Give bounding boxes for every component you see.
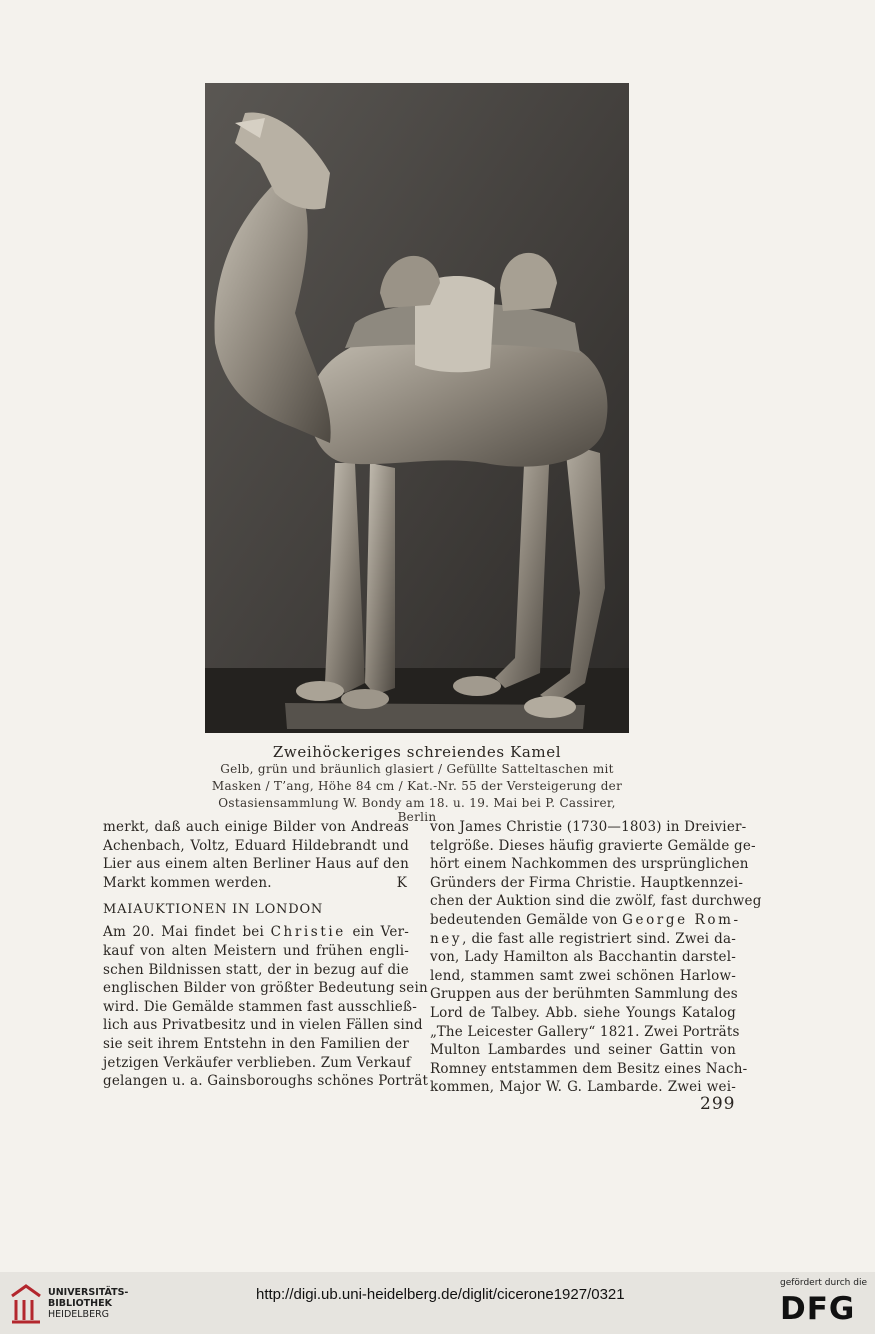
text-line: Multon Lambardes und seiner Gattin von [430, 1042, 736, 1059]
painter-name: George Rom- [622, 911, 741, 928]
digitization-footer [0, 1272, 875, 1334]
text-line: Lier aus einem alten Berliner Haus auf den [103, 856, 409, 873]
text-line: Achenbach, Voltz, Eduard Hildebrandt und [103, 837, 409, 854]
figure-caption-line: Gelb, grün und bräunlich glasiert / Gefüllte Satteltaschen mit [220, 762, 614, 776]
text-line: merkt, daß auch einige Bilder von Andreas [103, 819, 409, 835]
text-fragment: Am 20. Mai findet bei [103, 924, 264, 941]
camel-figure-illustration [205, 83, 629, 733]
text-line: lich aus Privatbesitz und in vielen Fällen sind [103, 1017, 423, 1034]
text-line: von James Christie (1730—1803) in Dreivier- [430, 819, 747, 835]
text-fragment: , die fast alle registriert sind. Zwei da- [462, 930, 736, 947]
text-fragment: ein Ver- [352, 924, 409, 941]
right-text-column [430, 818, 762, 1097]
institution-line: UNIVERSITÄTS- [48, 1287, 129, 1298]
text-line: telgröße. Dieses häufig gravierte Gemälde ge- [430, 837, 756, 854]
text-line: kauf von alten Meistern und frühen engli- [103, 942, 409, 959]
text-line: Lord de Talbey. Abb. siehe Youngs Katalog [430, 1004, 736, 1021]
camel-photograph [205, 83, 629, 733]
text-line: englischen Bilder von größter Bedeutung sein [103, 980, 428, 997]
dfg-logo[interactable]: DFG [780, 1291, 856, 1327]
auction-house-name: Christie [270, 924, 346, 941]
text-line [430, 930, 736, 949]
text-line: Romney entstammen dem Besitz eines Nach- [430, 1060, 748, 1077]
text-line [103, 923, 409, 942]
text-line: gelangen u. a. Gainsboroughs schönes Porträt [103, 1073, 429, 1090]
figure-caption-line: Ostasiensammlung W. Bondy am 18. u. 19. Mai bei P. Cassirer, Berlin [218, 796, 616, 824]
section-heading: MAIAUKTIONEN IN LONDON [103, 902, 324, 918]
text-line: sie seit ihrem Entstehn in den Familien der [103, 1035, 409, 1052]
institution-line: HEIDELBERG [48, 1309, 110, 1320]
text-line: hört einem Nachkommen des ursprünglichen [430, 856, 749, 873]
text-line: jetzigen Verkäufer verblieben. Zum Verkauf [103, 1054, 411, 1071]
text-line: Gruppen aus der berühmten Sammlung des [430, 986, 738, 1003]
text-line: schen Bildnissen statt, der in bezug auf die [103, 961, 409, 978]
text-line: Markt kommen werden. [103, 874, 272, 891]
text-line: wird. Die Gemälde stammen fast ausschließ- [103, 998, 417, 1015]
left-text-column [103, 818, 429, 1091]
text-line: kommen, Major W. G. Lambarde. Zwei wei- [430, 1079, 736, 1096]
figure-caption-title: Zweihöckeriges schreiendes Kamel [272, 743, 562, 761]
text-line: lend, stammen samt zwei schönen Harlow- [430, 967, 736, 984]
permalink-url[interactable]: http://digi.ub.uni-heidelberg.de/diglit/cicerone1927/0321 [256, 1286, 625, 1303]
institution-name[interactable] [48, 1287, 128, 1320]
text-line-with-signature [103, 874, 409, 893]
text-line: chen der Auktion sind die zwölf, fast durchweg [430, 893, 762, 910]
funded-by-label: gefördert durch die [780, 1278, 867, 1288]
university-library-logo-icon[interactable] [8, 1282, 44, 1324]
institution-line: BIBLIOTHEK [48, 1298, 112, 1309]
text-fragment: bedeutenden Gemälde von [430, 911, 618, 928]
author-signature: K [396, 874, 407, 891]
figure-caption-line: Masken / T’ang, Höhe 84 cm / Kat.-Nr. 55 der Versteigerung der [211, 779, 623, 793]
text-line: „The Leicester Gallery“ 1821. Zwei Porträts [430, 1023, 740, 1040]
text-line [430, 911, 741, 930]
text-line: Gründers der Firma Christie. Hauptkennzei- [430, 874, 744, 891]
painter-name: ney [430, 930, 463, 947]
page-number: 299 [700, 1094, 736, 1114]
text-line: von, Lady Hamilton als Bacchantin darstel- [430, 949, 736, 966]
